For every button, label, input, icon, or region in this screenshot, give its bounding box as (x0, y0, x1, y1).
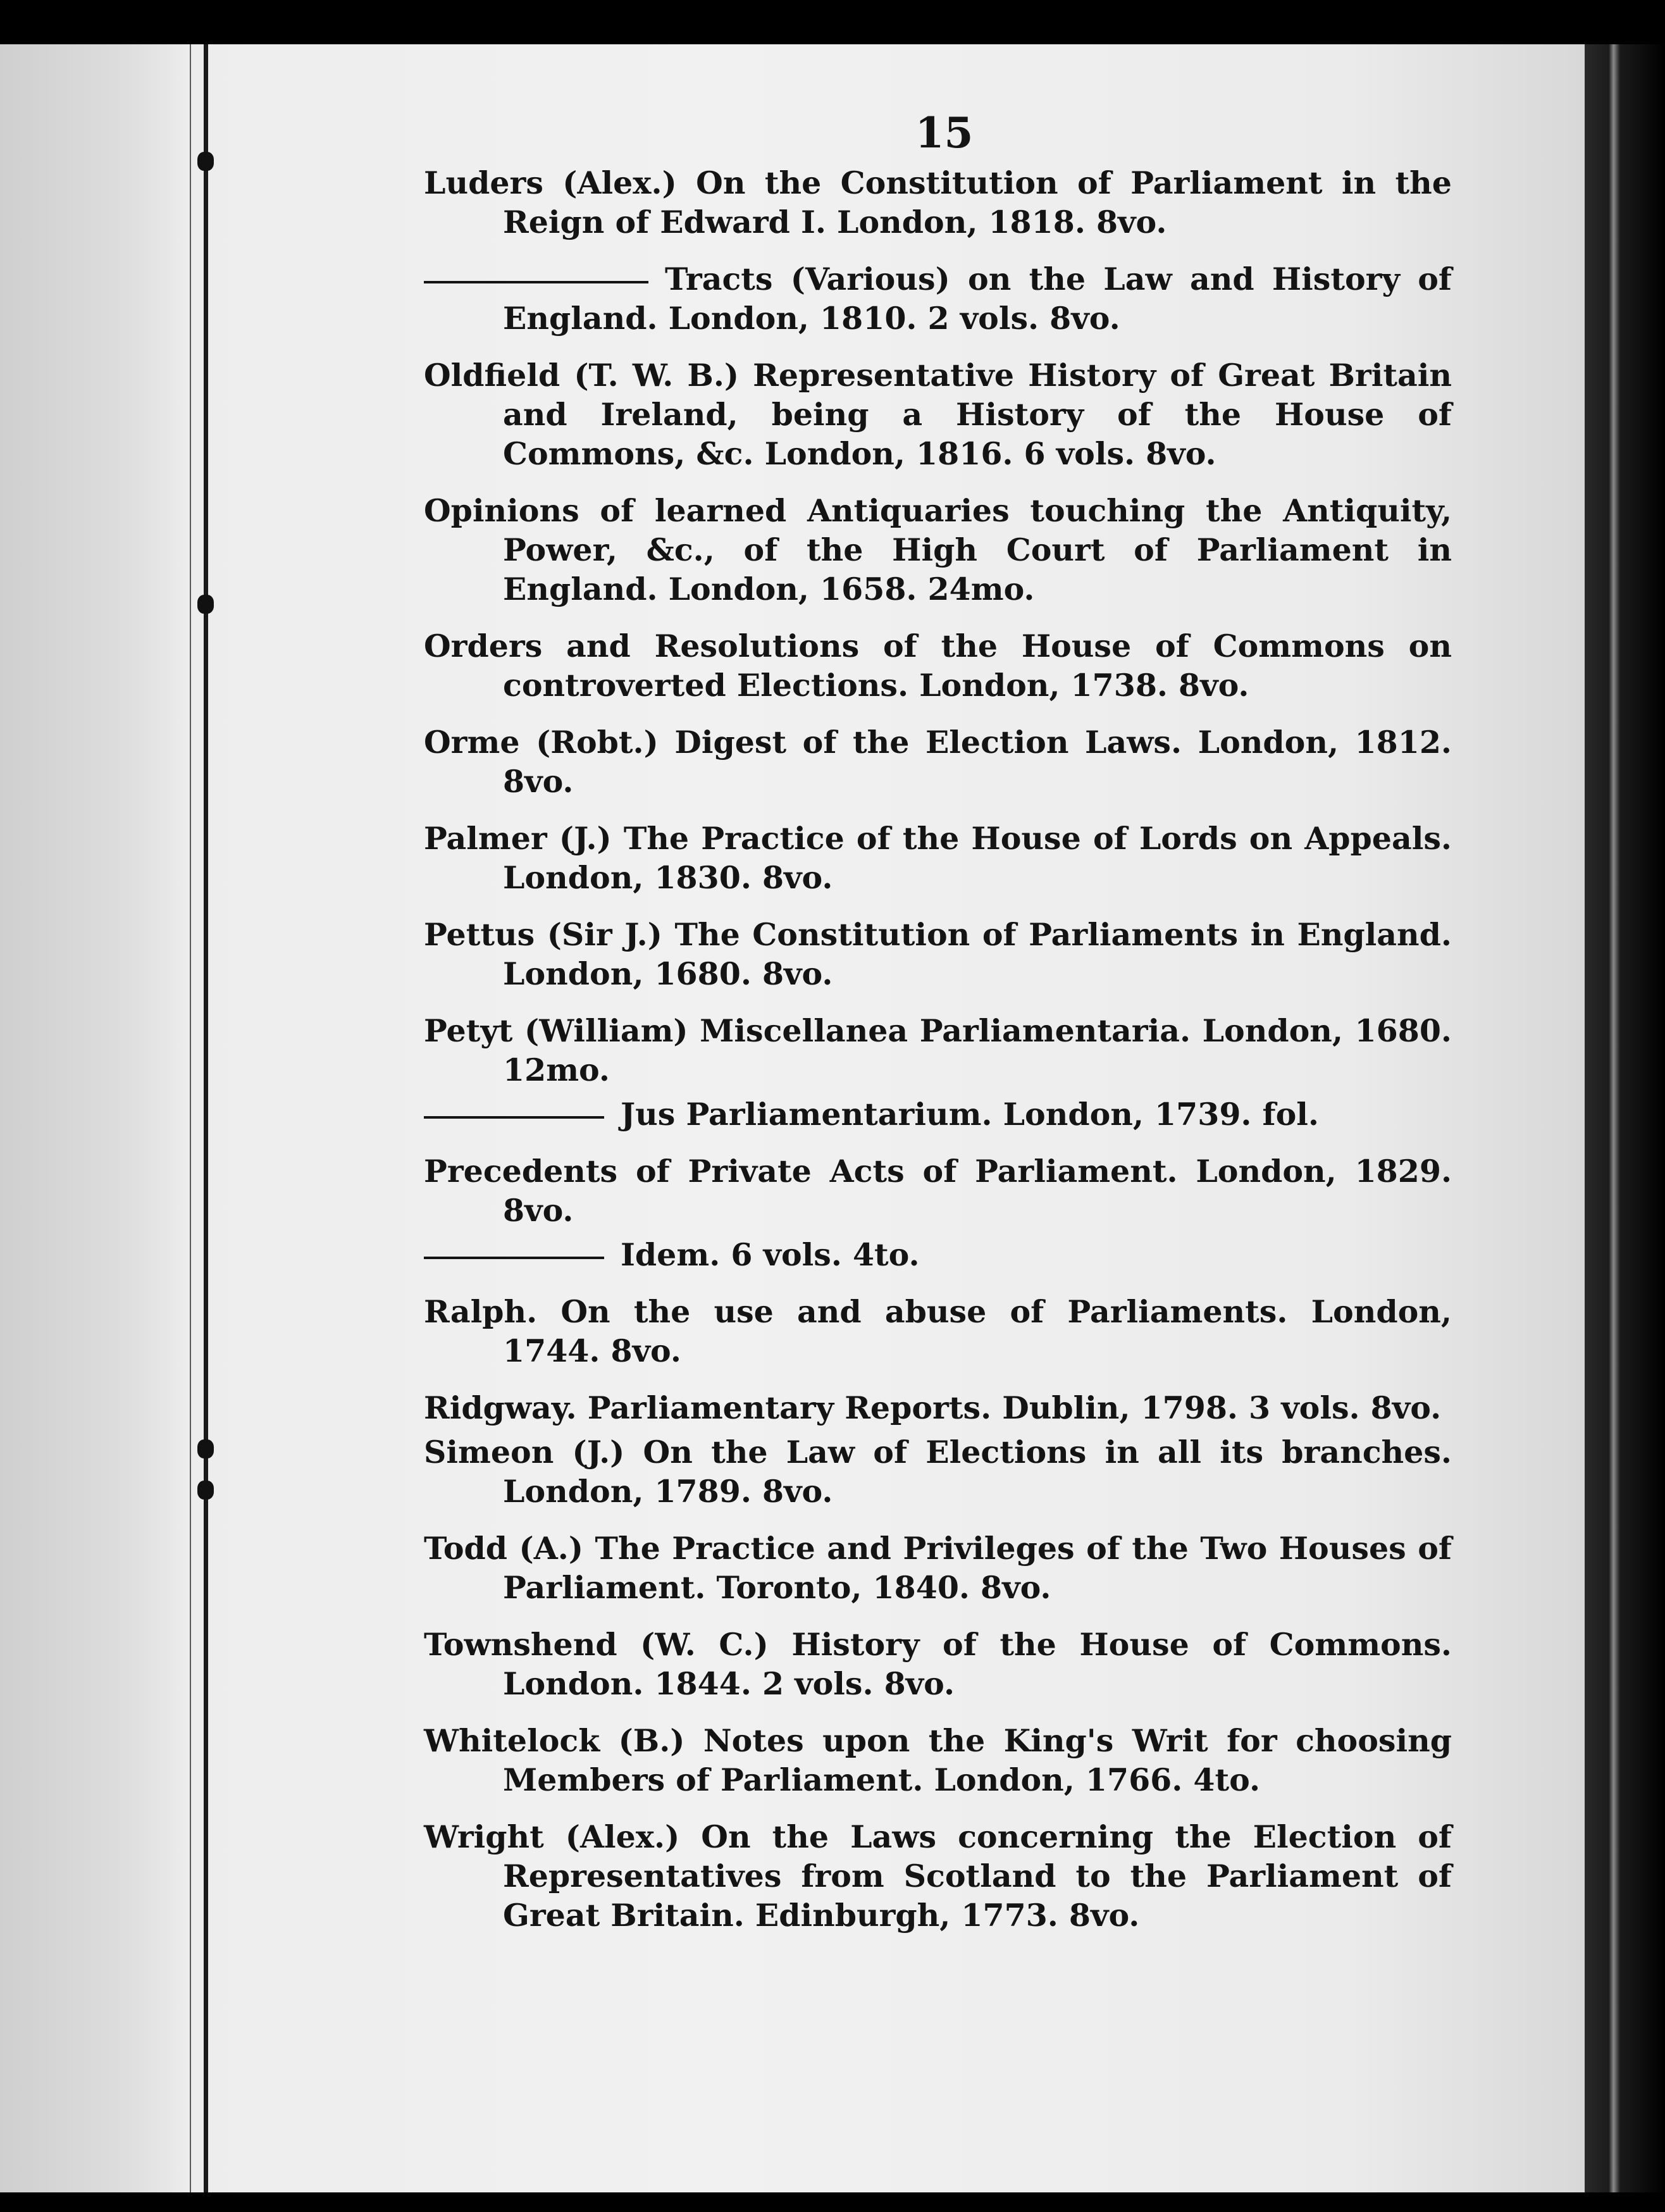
bibliography-entry (424, 1432, 1452, 1511)
entry-text: Precedents of Private Acts of Parliament. London, 1829. 8vo. (424, 1153, 1452, 1229)
bibliography-entry (424, 1529, 1452, 1607)
entry-text: Jus Parliamentarium. London, 1739. fol. (621, 1096, 1319, 1133)
ditto-rule (424, 281, 648, 283)
binding-stitch (197, 1481, 214, 1500)
gutter-shadow (0, 44, 190, 2192)
binding-stitch (197, 1439, 214, 1458)
bibliography-entry (424, 1235, 1452, 1274)
page-content (424, 108, 1452, 1953)
bibliography-entry (424, 1095, 1452, 1134)
entry-text: Townshend (W. C.) History of the House of Commons. London. 1844. 2 vols. 8vo. (424, 1626, 1452, 1702)
bibliography-entry (424, 491, 1452, 609)
bibliography-entry (424, 1011, 1452, 1090)
spine-binding-rule (204, 44, 208, 2192)
entry-text: Ridgway. Parliamentary Reports. Dublin, 1798. 3 vols. 8vo. (424, 1389, 1442, 1426)
bibliography-entry (424, 915, 1452, 993)
bibliography-entry (424, 819, 1452, 897)
bibliography-entry (424, 626, 1452, 705)
entry-text: Orders and Resolutions of the House of Commons on controverted Elections. London, 1738. 8vo. (424, 628, 1452, 704)
bibliography-entry (424, 1817, 1452, 1935)
entry-text: Todd (A.) The Practice and Privileges of the Two Houses of Parliament. Toronto, 1840. 8vo. (424, 1530, 1452, 1606)
bibliography-entry (424, 1152, 1452, 1230)
entry-text: Palmer (J.) The Practice of the House of Lords on Appeals. London, 1830. 8vo. (424, 820, 1452, 896)
entry-text: Tracts (Various) on the Law and History of England. London, 1810. 2 vols. 8vo. (503, 261, 1452, 337)
bibliography-entry (424, 1721, 1452, 1799)
binding-stitch (197, 152, 214, 171)
bibliography-entry (424, 1388, 1452, 1427)
entry-text: Orme (Robt.) Digest of the Election Laws. London, 1812. 8vo. (424, 724, 1452, 800)
page-number: 15 (915, 108, 974, 158)
binding-stitch (197, 595, 214, 614)
entry-text: Ralph. On the use and abuse of Parliaments. London, 1744. 8vo. (424, 1293, 1452, 1369)
entry-text: Luders (Alex.) On the Constitution of Parliament in the Reign of Edward I. London, 1818. 8vo. (424, 165, 1452, 240)
bibliography-entry (424, 259, 1452, 338)
bibliography-entry (424, 163, 1452, 242)
entry-text: Pettus (Sir J.) The Constitution of Parliaments in England. London, 1680. 8vo. (424, 916, 1452, 992)
entry-text: Petyt (William) Miscellanea Parliamentaria. London, 1680. 12mo. (424, 1012, 1452, 1088)
ditto-rule (424, 1257, 604, 1259)
book-fore-edge (1585, 44, 1665, 2192)
entry-text: Wright (Alex.) On the Laws concerning the Election of Representatives from Scotland to the Parliament of Great Britain. Edinburgh, 1773. 8vo. (424, 1818, 1452, 1934)
entry-text: Simeon (J.) On the Law of Elections in all its branches. London, 1789. 8vo. (424, 1434, 1452, 1510)
bibliography-entry (424, 1625, 1452, 1703)
entry-text: Whitelock (B.) Notes upon the King's Writ for choosing Members of Parliament. London, 1766. 4to. (424, 1722, 1452, 1798)
entry-text: Opinions of learned Antiquaries touching the Antiquity, Power, &c., of the High Court of Parliament in England. London, 1658. 24mo. (424, 492, 1452, 607)
spine-thin-rule (190, 44, 191, 2192)
bibliography-entry (424, 356, 1452, 473)
ditto-rule (424, 1116, 604, 1119)
entry-text: Oldfield (T. W. B.) Representative History of Great Britain and Ireland, being a History of the House of Commons, &c. London, 1816. 6 vols. 8vo. (424, 357, 1452, 472)
bibliography-entry (424, 1292, 1452, 1370)
entry-text: Idem. 6 vols. 4to. (621, 1236, 920, 1273)
bibliography-entry (424, 723, 1452, 801)
